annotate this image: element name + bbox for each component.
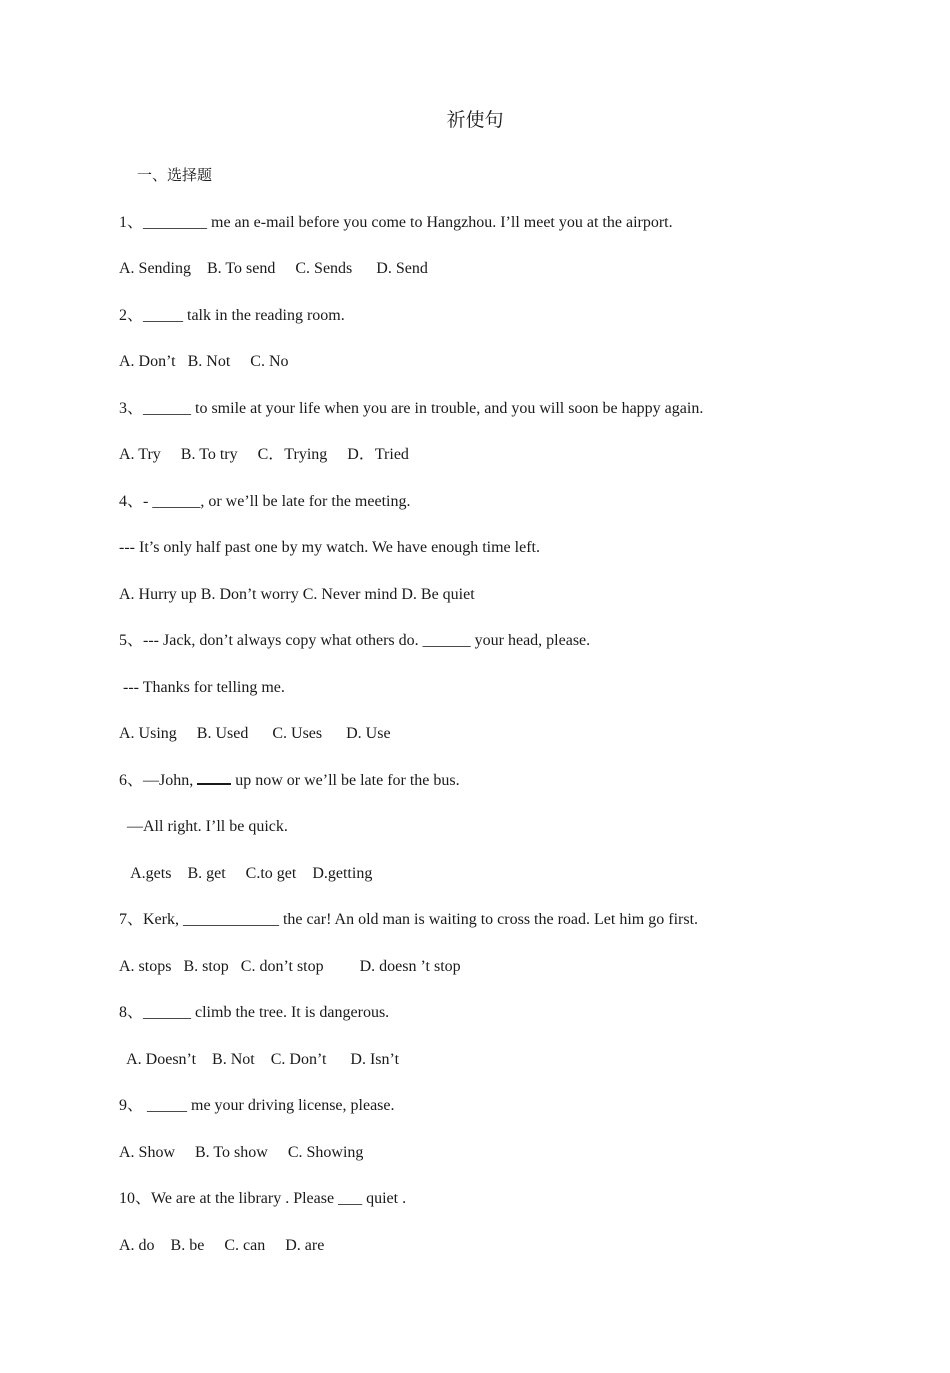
question-2-options: A. Don’t B. Not C. No (119, 353, 289, 370)
question-6 (119, 769, 460, 793)
question-10-options: A. do B. be C. can D. are (119, 1237, 325, 1254)
question-8: 8、______ climb the tree. It is dangerous. (119, 1004, 390, 1021)
question-5: 5、--- Jack, don’t always copy what others do. ______ your head, please. (119, 632, 591, 649)
question-1-options: A. Sending B. To send C. Sends D. Send (119, 260, 428, 277)
question-6-suffix: up now or we’ll be late for the bus. (235, 772, 460, 789)
question-9: 9、 _____ me your driving license, please. (119, 1097, 395, 1114)
question-7: 7、Kerk, ____________ the car! An old man is waiting to cross the road. Let him go first. (119, 911, 699, 928)
question-8-options: A. Doesn’t B. Not C. Don’t D. Isn’t (119, 1051, 400, 1068)
section-heading: 一、选择题 (137, 166, 213, 184)
question-9-options: A. Show B. To show C. Showing (119, 1144, 364, 1161)
question-4-options: A. Hurry up B. Don’t worry C. Never mind D. Be quiet (119, 586, 475, 603)
question-5-dialogue: --- Thanks for telling me. (119, 679, 285, 696)
question-3: 3、______ to smile at your life when you are in trouble, and you will soon be happy again. (119, 400, 704, 417)
question-1: 1、________ me an e-mail before you come to Hangzhou. I’ll meet you at the airport. (119, 214, 673, 231)
question-6-prefix: 6、—John, (119, 772, 194, 789)
question-10: 10、We are at the library . Please ___ quiet . (119, 1190, 407, 1207)
question-6-dialogue: —All right. I’ll be quick. (119, 818, 288, 835)
question-6-options: A.gets B. get C.to get D.getting (119, 865, 373, 882)
question-5-options: A. Using B. Used C. Uses D. Use (119, 725, 391, 742)
question-4-dialogue: --- It’s only half past one by my watch. We have enough time left. (119, 539, 540, 556)
question-7-options: A. stops B. stop C. don’t stop D. doesn ’t stop (119, 958, 461, 975)
page-title: 祈使句 (446, 109, 504, 131)
question-3-options: A. Try B. To try C．Trying D．Tried (119, 446, 409, 463)
question-2: 2、_____ talk in the reading room. (119, 307, 345, 324)
question-4: 4、- ______, or we’ll be late for the meeting. (119, 493, 411, 510)
answer-blank (197, 769, 231, 785)
